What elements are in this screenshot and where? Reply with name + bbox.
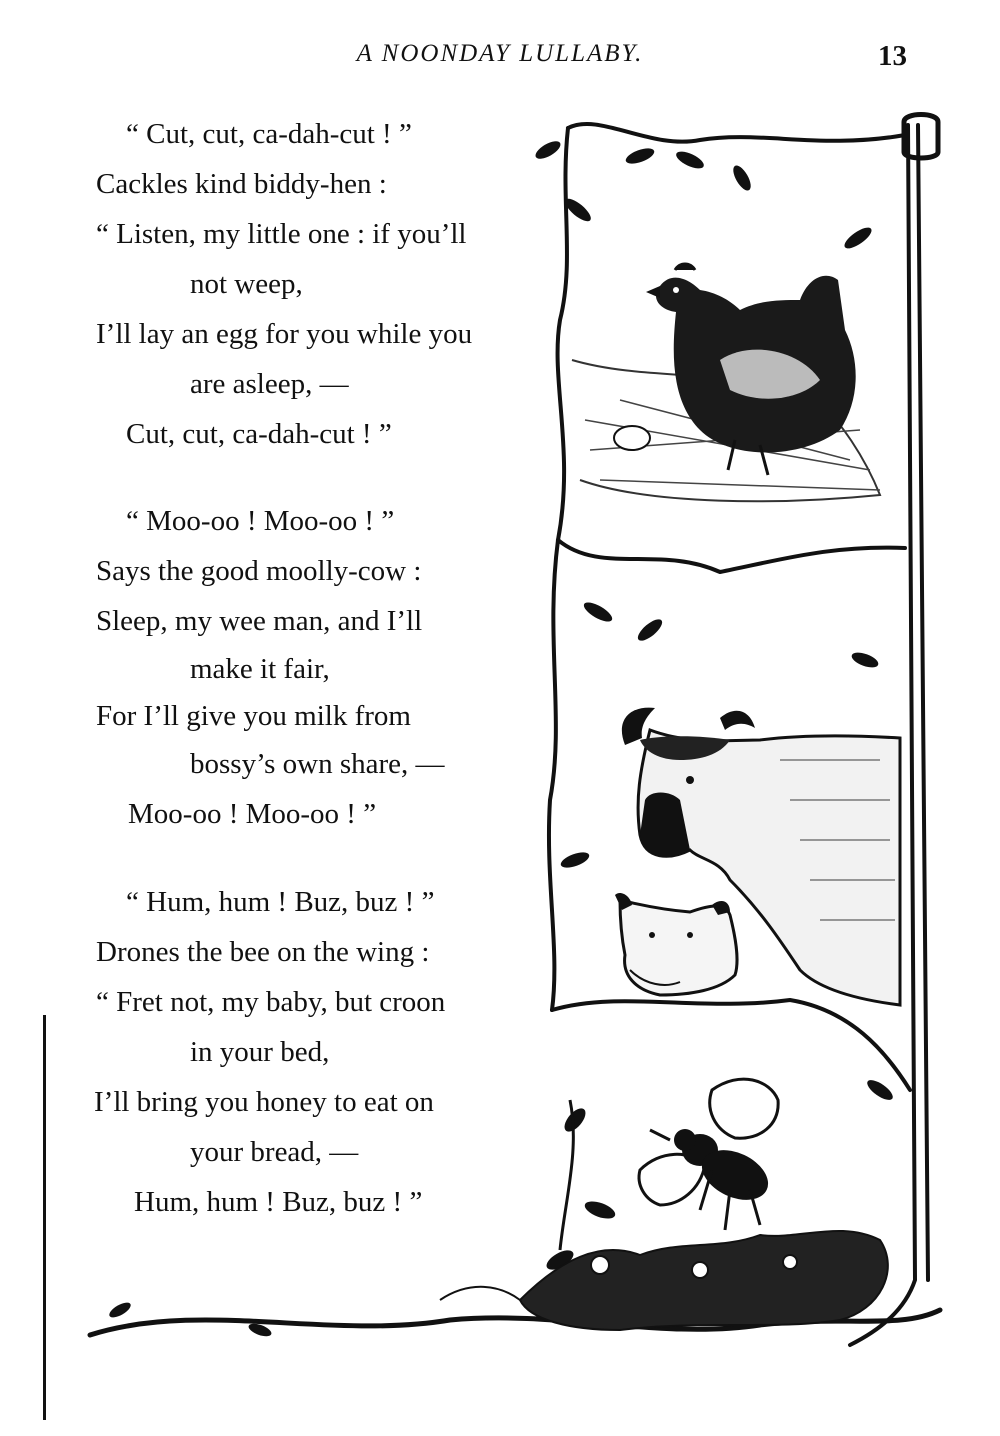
poem-line: are asleep, —: [190, 368, 349, 400]
poem-line: For I’ll give you milk from: [96, 700, 411, 732]
poem-line: Cut, cut, ca-dah-cut ! ”: [126, 418, 392, 450]
poem-line: Cackles kind biddy-hen :: [96, 168, 387, 200]
poem-line: “ Moo-oo ! Moo-oo ! ”: [126, 505, 395, 537]
page-number: 13: [878, 40, 907, 72]
poem-line: Moo-oo ! Moo-oo ! ”: [128, 798, 377, 830]
poem-line: bossy’s own share, —: [190, 748, 445, 780]
poem-line: “ Hum, hum ! Buz, buz ! ”: [126, 886, 435, 918]
poem-line: I’ll lay an egg for you while you: [96, 318, 473, 350]
bee: [639, 1079, 778, 1230]
page-header-title: A NOONDAY LULLABY.: [356, 40, 644, 67]
hen-on-nest: [572, 264, 880, 501]
poem-line: “ Cut, cut, ca-dah-cut ! ”: [126, 118, 412, 150]
poem-line: Says the good moolly-cow :: [96, 555, 422, 587]
poem-line: “ Fret not, my baby, but croon: [96, 986, 446, 1018]
cow-and-calf: [615, 708, 900, 1005]
poem-line: I’ll bring you honey to eat on: [94, 1086, 434, 1118]
poem-line: “ Listen, my little one : if you’ll: [96, 218, 467, 250]
poem-line: your bread, —: [190, 1136, 359, 1168]
undergrowth: [440, 1100, 888, 1330]
poem-line: make it fair,: [190, 653, 330, 685]
poem-line: Drones the bee on the wing :: [96, 936, 430, 968]
poem-line: in your bed,: [190, 1036, 330, 1068]
poem-line: Sleep, my wee man, and I’ll: [96, 605, 423, 637]
poem-line: Hum, hum ! Buz, buz ! ”: [134, 1186, 423, 1218]
poem-line: not weep,: [190, 268, 303, 300]
